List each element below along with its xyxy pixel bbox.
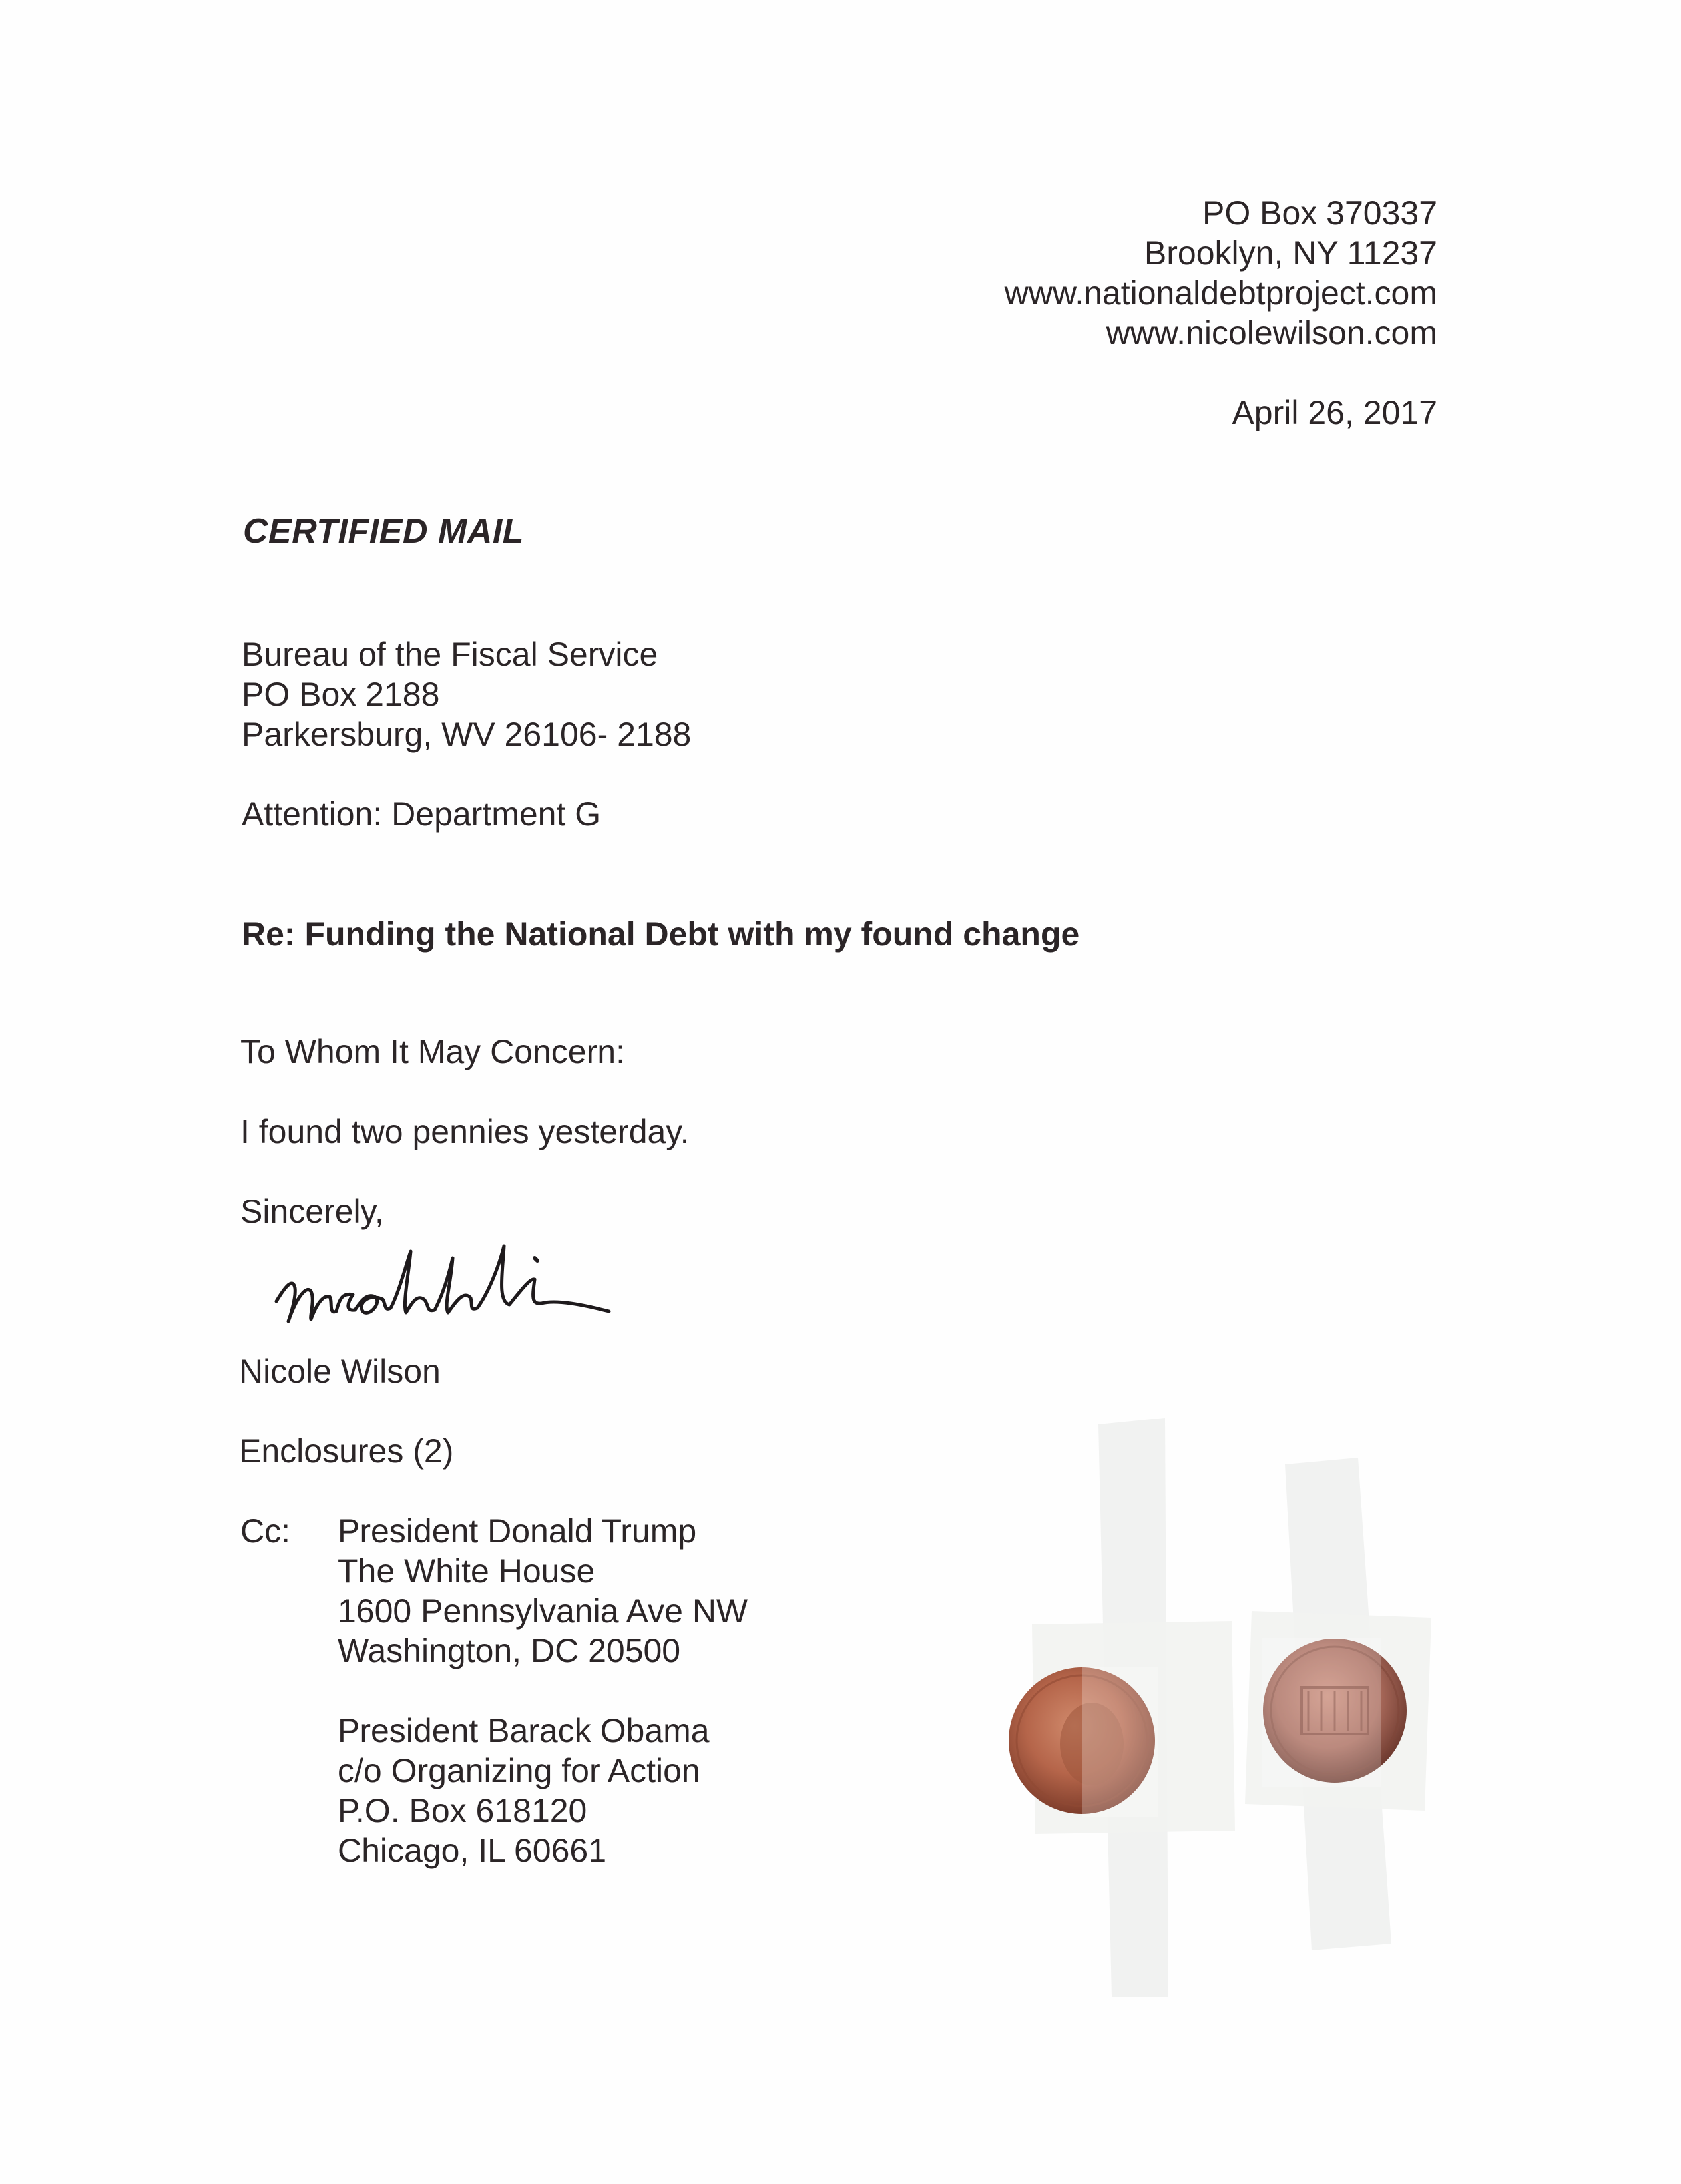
return-address	[1005, 193, 1437, 353]
return-address-website: www.nicolewilson.com	[1106, 314, 1437, 351]
certified-mail-heading: CERTIFIED MAIL	[243, 512, 525, 550]
salutation: To Whom It May Concern:	[240, 1033, 625, 1070]
recipient-line: Bureau of the Fiscal Service	[242, 636, 658, 673]
signer-name: Nicole Wilson	[239, 1353, 441, 1390]
cc-recipient-line: P.O. Box 618120	[338, 1792, 587, 1829]
recipient-address	[242, 634, 691, 754]
subject-line: Re: Funding the National Debt with my found change	[242, 915, 1080, 953]
enclosures-line: Enclosures (2)	[239, 1432, 454, 1470]
cc-label: Cc:	[240, 1512, 290, 1550]
letter-date: April 26, 2017	[1232, 394, 1437, 431]
return-address-line: PO Box 370337	[1202, 194, 1437, 232]
cc-recipient-line: Chicago, IL 60661	[338, 1832, 607, 1869]
closing: Sincerely,	[240, 1193, 384, 1230]
taped-pennies-enclosure	[965, 1398, 1485, 1997]
cc-recipient-line: The White House	[338, 1552, 595, 1590]
cc-recipient-line: 1600 Pennsylvania Ave NW	[338, 1592, 748, 1630]
cc-recipient-line: Washington, DC 20500	[338, 1632, 681, 1669]
penny-obverse	[1009, 1667, 1158, 1817]
attention-line: Attention: Department G	[242, 795, 601, 833]
cc-recipient	[338, 1511, 748, 1671]
return-address-website: www.nationaldebtproject.com	[1004, 274, 1437, 312]
cc-recipient-line: c/o Organizing for Action	[338, 1752, 700, 1789]
recipient-line: Parkersburg, WV 26106- 2188	[242, 716, 692, 753]
letter-body: I found two pennies yesterday.	[240, 1113, 690, 1150]
recipient-line: PO Box 2188	[242, 676, 440, 713]
cc-recipient	[338, 1711, 710, 1870]
return-address-line: Brooklyn, NY 11237	[1144, 234, 1437, 272]
cc-recipient-line: President Barack Obama	[338, 1712, 710, 1749]
handwritten-signature	[270, 1238, 616, 1338]
cc-recipient-line: President Donald Trump	[338, 1512, 697, 1550]
